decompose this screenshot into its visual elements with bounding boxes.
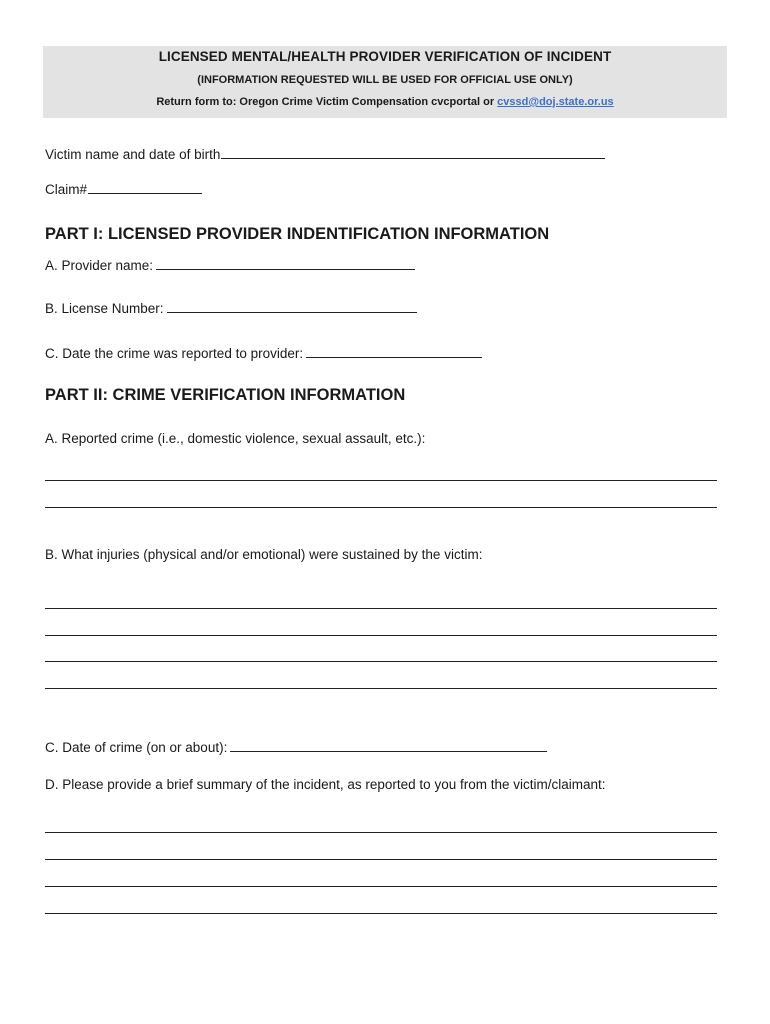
incident-summary-label: D. Please provide a brief summary of the incident, as reported to you from the victim/claimant:: [45, 777, 606, 792]
claim-number-field: [45, 179, 202, 197]
provider-name-label: A. Provider name:: [45, 258, 154, 273]
victim-name-label: Victim name and date of birth: [45, 147, 221, 162]
injuries-line-3[interactable]: [45, 661, 717, 662]
reported-crime-line-2[interactable]: [45, 507, 717, 508]
victim-name-field: [45, 144, 605, 162]
victim-name-input[interactable]: [221, 144, 605, 159]
date-of-crime-field: [45, 737, 547, 755]
part1-heading: PART I: LICENSED PROVIDER INDENTIFICATION INFORMATION: [45, 225, 550, 243]
date-of-crime-label: C. Date of crime (on or about):: [45, 740, 228, 755]
date-reported-input[interactable]: [306, 343, 482, 358]
injuries-line-4[interactable]: [45, 688, 717, 689]
injuries-line-2[interactable]: [45, 635, 717, 636]
incident-summary-line-2[interactable]: [45, 859, 717, 860]
form-subtitle: (INFORMATION REQUESTED WILL BE USED FOR OFFICIAL USE ONLY): [197, 74, 573, 86]
return-email-link[interactable]: cvssd@doj.state.or.us: [497, 96, 614, 108]
form-title: LICENSED MENTAL/HEALTH PROVIDER VERIFICATION OF INCIDENT: [158, 49, 612, 64]
injuries-label: B. What injuries (physical and/or emotional) were sustained by the victim:: [45, 547, 483, 562]
reported-crime-line-1[interactable]: [45, 480, 717, 481]
part2-heading: PART II: CRIME VERIFICATION INFORMATION: [45, 386, 406, 404]
claim-number-input[interactable]: [88, 179, 202, 194]
form-header: [43, 46, 727, 118]
claim-number-label: Claim#: [45, 182, 88, 197]
reported-crime-label: A. Reported crime (i.e., domestic violence, sexual assault, etc.):: [45, 431, 426, 446]
return-instructions: [43, 96, 727, 108]
provider-name-field: [45, 255, 415, 273]
provider-name-input[interactable]: [156, 255, 415, 270]
date-of-crime-input[interactable]: [230, 737, 547, 752]
date-reported-label: C. Date the crime was reported to provider:: [45, 346, 304, 361]
license-number-input[interactable]: [167, 298, 417, 313]
incident-summary-line-4[interactable]: [45, 913, 717, 914]
license-number-label: B. License Number:: [45, 301, 164, 316]
injuries-line-1[interactable]: [45, 608, 717, 609]
return-instructions-text: Return form to: Oregon Crime Victim Compensation cvcportal or: [156, 96, 498, 108]
incident-summary-line-3[interactable]: [45, 886, 717, 887]
license-number-field: [45, 298, 417, 316]
incident-summary-line-1[interactable]: [45, 832, 717, 833]
date-reported-field: [45, 343, 482, 361]
